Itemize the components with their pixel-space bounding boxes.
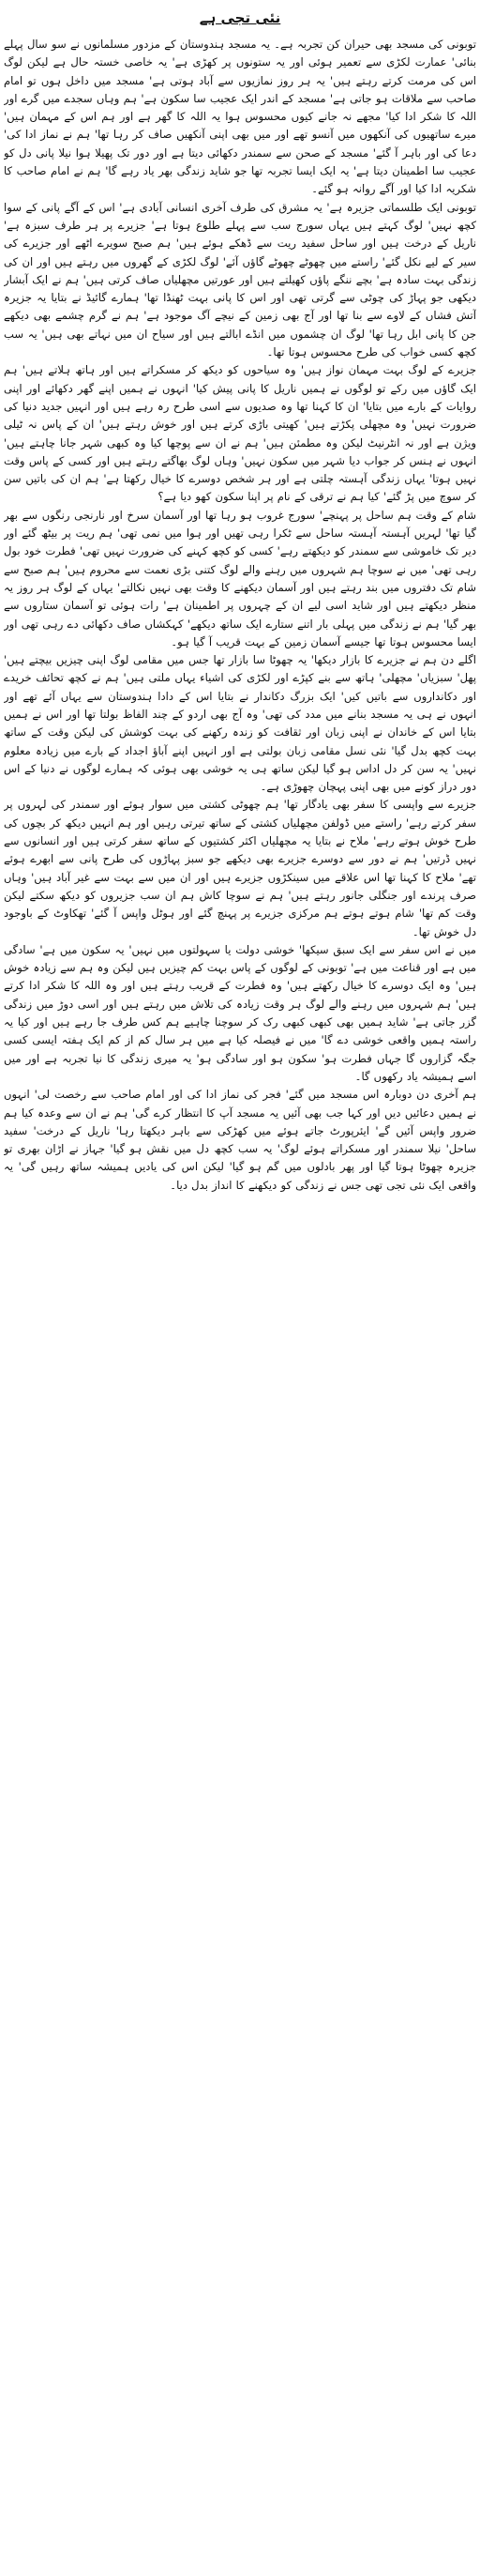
article-body — [4, 36, 476, 2569]
article-paragraph: توبونی ایک طلسماتی جزیرہ ہے' یہ مشرق کی طرف آخری انسانی آبادی ہے' اس کے آگے پانی کے سوا کچھ نہیں' لوگ کہتے ہیں یہاں سورج سب سے پہلے طلوع ہوتا ہے' جزیرے پر ہر طرف سبزہ ہے' ناریل کے درخت ہیں اور ساحل سفید ریت سے ڈھکے ہوئے ہیں' ہم صبح سویرے اٹھے اور جزیرے کی سیر کے لیے نکل گئے' راستے میں چھوٹے چھوٹے گاؤں آئے' لوگ لکڑی کے گھروں میں رہتے ہیں اور ان کی زندگی بہت سادہ ہے' بچے ننگے پاؤں کھیلتے ہیں اور عورتیں مچھلیاں صاف کرتی ہیں' ہم نے ایک آبشار دیکھی جو پہاڑ کی چوٹی سے گرتی تھی اور اس کا پانی بہت ٹھنڈا تھا' ہمارے گائیڈ نے بتایا یہ جزیرہ آتش فشاں کے لاوے سے بنا تھا اور آج بھی زمین کے نیچے آگ موجود ہے' ہم نے گرم چشمے بھی دیکھے جن کا پانی ابل رہا تھا' لوگ ان چشموں میں انڈے ابالتے ہیں اور سیاح ان میں نہاتے بھی ہیں' یہ سب کچھ کسی خواب کی طرح محسوس ہوتا تھا۔ — [4, 200, 476, 359]
article-paragraph: توبونی کی مسجد بھی حیران کن تجربہ ہے۔ یہ مسجد ہندوستان کے مزدور مسلمانوں نے سو سال پہلے بنائی' عمارت لکڑی سے تعمیر ہوئی اور یہ ستونوں پر کھڑی ہے' یہ خاصی خستہ حال ہے لیکن لوگ اس کی مرمت کرتے رہتے ہیں' یہ ہر روز نمازیوں سے آباد ہوتی ہے' مسجد میں داخل ہوں تو امام صاحب سے ملاقات ہو جاتی ہے' مسجد کے اندر ایک عجیب سا سکون ہے' ہم وہاں سجدے میں گرے اور اللہ کا شکر ادا کیا' مجھے نہ جانے کیوں محسوس ہوا یہ اللہ کا گھر ہے اور ہم اس کے مہمان ہیں' میرے ساتھیوں کی آنکھوں میں آنسو تھے اور میں بھی اپنی آنکھیں صاف کر رہا تھا' ہم نے نماز ادا کی' دعا کی اور باہر آ گئے' مسجد کے صحن سے سمندر دکھائی دیتا ہے اور دور تک پھیلا ہوا نیلا پانی دل کو عجیب سا اطمینان دیتا ہے' یہ ایک ایسا تجربہ تھا جو شاید زندگی بھر یاد رہے گا' ہم نے امام صاحب کا شکریہ ادا کیا اور آگے روانہ ہو گئے۔ — [4, 38, 476, 196]
article-paragraph: میں نے اس سفر سے ایک سبق سیکھا' خوشی دولت یا سہولتوں میں نہیں' یہ سکون میں ہے' سادگی میں ہے اور قناعت میں ہے' توبونی کے لوگوں کے پاس بہت کم چیزیں ہیں لیکن وہ ہم سے زیادہ خوش ہیں' وہ ایک دوسرے کا خیال رکھتے ہیں' وہ فطرت کے قریب رہتے ہیں اور وہ اللہ کا شکر ادا کرتے ہیں' ہم شہروں میں رہنے والے لوگ ہر وقت زیادہ کی تلاش میں رہتے ہیں اور اسی دوڑ میں زندگی گزر جاتی ہے' شاید ہمیں بھی کبھی کبھی رک کر سوچنا چاہیے ہم کس طرف جا رہے ہیں اور کیا یہ راستہ ہمیں واقعی خوشی دے گا' میں نے فیصلہ کیا ہے میں ہر سال کم از کم ایک ہفتہ ایسی کسی جگہ گزاروں گا جہاں فطرت ہو' سکون ہو اور سادگی ہو' یہ میری زندگی کا نیا تجربہ ہے اور میں اسے ہمیشہ یاد رکھوں گا۔ — [4, 942, 476, 1083]
article-paragraph: ہم آخری دن دوبارہ اس مسجد میں گئے' فجر کی نماز ادا کی اور امام صاحب سے رخصت لی' انہوں نے ہمیں دعائیں دیں اور کہا جب بھی آئیں یہ مسجد آپ کا انتظار کرے گی' ہم نے ان سے وعدہ کیا ہم ضرور واپس آئیں گے' ایئرپورٹ جاتے ہوئے میں کھڑکی سے باہر دیکھتا رہا' ناریل کے درخت' سفید ساحل' نیلا سمندر اور مسکراتے ہوئے لوگ' یہ سب کچھ دل میں نقش ہو گیا' جہاز نے اڑان بھری تو جزیرہ چھوٹا ہوتا گیا اور پھر بادلوں میں گم ہو گیا' لیکن اس کی یادیں ہمیشہ ساتھ رہیں گی' یہ واقعی ایک نئی تجی تھی جس نے زندگی کو دیکھنے کا انداز بدل دیا۔ — [4, 1088, 476, 1192]
article-paragraph: جزیرے سے واپسی کا سفر بھی یادگار تھا' ہم چھوٹی کشتی میں سوار ہوئے اور سمندر کی لہروں پر سفر کرتے رہے' راستے میں ڈولفن مچھلیاں کشتی کے ساتھ تیرتی رہیں اور ہم انہیں دیکھ کر بچوں کی طرح خوش ہوتے رہے' ملاح نے بتایا یہ مچھلیاں اکثر کشتیوں کے ساتھ سفر کرتی ہیں اور انسانوں سے نہیں ڈرتیں' ہم نے دور سے دوسرے جزیرے بھی دیکھے جو سبز پہاڑوں کی طرح پانی سے ابھرے ہوئے تھے' ملاح کا کہنا تھا اس علاقے میں سینکڑوں جزیرے ہیں اور ان میں سے بہت سے غیر آباد ہیں' وہاں صرف پرندے اور جنگلی جانور رہتے ہیں' ہم نے سوچا کاش ہم ان سب جزیروں کو دیکھ سکتے لیکن وقت کم تھا' شام ہوتے ہوتے ہم مرکزی جزیرے پر پہنچ گئے اور ہوٹل واپس آ گئے' تھکاوٹ کے باوجود دل خوش تھا۔ — [4, 798, 476, 938]
article-paragraph: اگلے دن ہم نے جزیرے کا بازار دیکھا' یہ چھوٹا سا بازار تھا جس میں مقامی لوگ اپنی چیزیں بیچتے ہیں' پھل' سبزیاں' مچھلی' ہاتھ سے بنے کپڑے اور لکڑی کی اشیاء یہاں ملتی ہیں' ہم نے کچھ تحائف خریدے اور دکانداروں سے باتیں کیں' ایک بزرگ دکاندار نے بتایا اس کے دادا ہندوستان سے یہاں آئے تھے اور انہوں نے ہی یہ مسجد بنانے میں مدد کی تھی' وہ آج بھی اردو کے چند الفاظ بولتا تھا اور اس نے ہمیں بتایا اس کے خاندان نے اپنی زبان اور ثقافت کو زندہ رکھنے کی بہت کوشش کی لیکن وقت کے ساتھ بہت کچھ بدل گیا' نئی نسل مقامی زبان بولتی ہے اور انہیں اپنے آباؤ اجداد کے بارے میں زیادہ معلوم نہیں' یہ سن کر دل اداس ہو گیا لیکن ساتھ ہی یہ خوشی بھی ہوئی کہ ہمارے لوگوں نے دنیا کے اس دور دراز کونے میں بھی اپنی پہچان چھوڑی ہے۔ — [4, 653, 476, 794]
article-paragraph: شام کے وقت ہم ساحل پر پہنچے' سورج غروب ہو رہا تھا اور آسمان سرخ اور نارنجی رنگوں سے بھر گیا تھا' لہریں آہستہ آہستہ ساحل سے ٹکرا رہی تھیں اور ہوا میں نمی تھی' ہم ریت پر بیٹھ گئے اور دیر تک خاموشی سے سمندر کو دیکھتے رہے' کسی کو کچھ کہنے کی ضرورت نہیں تھی' فطرت خود بول رہی تھی' میں نے سوچا ہم شہروں میں رہنے والے لوگ کتنی بڑی نعمت سے محروم ہیں' ہم صبح سے شام تک دفتروں میں بند رہتے ہیں اور آسمان دیکھنے کا وقت بھی نہیں نکالتے' یہاں کے لوگ ہر روز یہ منظر دیکھتے ہیں اور شاید اسی لیے ان کے چہروں پر اطمینان ہے' رات ہوئی تو آسمان ستاروں سے بھر گیا' ہم نے زندگی میں پہلی بار اتنے ستارے ایک ساتھ دیکھے' کہکشاں صاف دکھائی دے رہی تھی اور ایسا محسوس ہوتا تھا جیسے آسمان زمین کے بہت قریب آ گیا ہو۔ — [4, 508, 476, 648]
article-headline: نئی تجی ہے — [199, 9, 281, 26]
article-paragraph: جزیرے کے لوگ بہت مہمان نواز ہیں' وہ سیاحوں کو دیکھ کر مسکراتے ہیں اور ہاتھ ہلاتے ہیں' ہم ایک گاؤں میں رکے تو لوگوں نے ہمیں ناریل کا پانی پیش کیا' انہوں نے ہمیں اپنے گھر دکھائے اور اپنی روایات کے بارے میں بتایا' ان کا کہنا تھا وہ صدیوں سے اسی طرح رہ رہے ہیں اور انہیں جدید دنیا کی ضرورت نہیں' وہ مچھلی پکڑتے ہیں' کھیتی باڑی کرتے ہیں اور خوش رہتے ہیں' ان کے پاس نہ ٹیلی ویژن ہے اور نہ انٹرنیٹ لیکن وہ مطمئن ہیں' ہم نے ان سے پوچھا کیا وہ کبھی شہر جانا چاہتے ہیں' انہوں نے ہنس کر جواب دیا شہر میں سکون نہیں' وہاں لوگ بھاگتے رہتے ہیں اور کسی کے پاس وقت نہیں ہوتا' یہاں زندگی آہستہ چلتی ہے اور ہر شخص دوسرے کا خیال رکھتا ہے' ہم ان کی باتیں سن کر سوچ میں پڑ گئے' کیا ہم نے ترقی کے نام پر اپنا سکون کھو دیا ہے؟ — [4, 363, 476, 504]
